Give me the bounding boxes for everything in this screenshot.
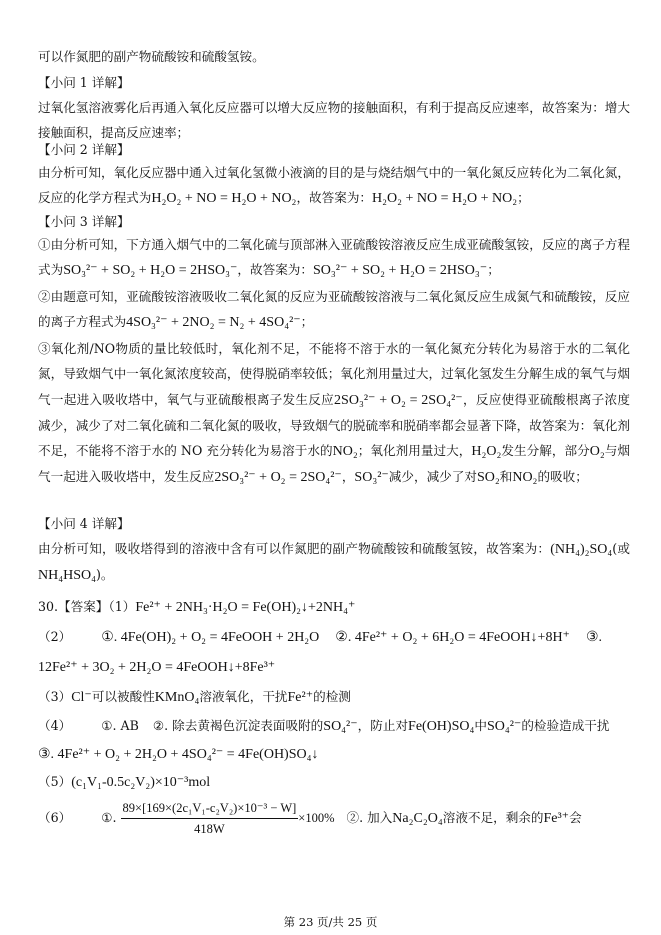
q4-formula: (NH₄)₂SO₄ (550, 542, 613, 557)
q3-p1-text-b: ，故答案为： (237, 262, 313, 277)
q3-p1-equation: SO₃²⁻ + SO₂ + H₂O = 2HSO₃⁻ (63, 263, 238, 278)
q30-label: 30.【答案】 (38, 599, 109, 614)
q30-a3-text-d: 溶液氧化，干扰 (199, 689, 288, 704)
q30-a2-item-3-equation: 12Fe²⁺ + 3O₂ + 2H₂O = 4FeOOH↓+8Fe³⁺ (38, 660, 276, 675)
q30-answer-6 (38, 800, 630, 840)
q30-a1-num: （1） (108, 599, 136, 614)
q1-heading: 【小问 1 详解】 (38, 75, 130, 90)
q30-a3-text-b: 可以被酸性 (91, 689, 155, 704)
q3-p1-text-a: ①由分析可知，下方通入烟气中的二氧化硫与顶部淋入亚硫酸铵溶液反应生成亚硫酸氢铵，反应的离子方程式为 (38, 237, 630, 277)
q30-a4-item-2-c: ，防止对 (357, 718, 409, 733)
q3-p3-so2: SO₂ (476, 470, 500, 486)
q4-formula-2: NH₄HSO₄ (38, 568, 96, 583)
q30-a6-item-2-a: ②. 加入 (346, 810, 393, 825)
q3-p3-o2: O₂ (589, 444, 605, 460)
intro-line: 可以作氮肥的副产物硫酸铵和硫酸氢铵。 (38, 49, 265, 64)
q30-a3-num: （3） (38, 689, 72, 704)
q30-a3-fe2: Fe²⁺ (287, 690, 314, 705)
q30-a4-item-2-a: ②. 除去黄褐色沉淀表面吸附的 (152, 718, 324, 733)
q30-a3-text-f: 的检测 (313, 689, 351, 704)
q30-a6-item-2-e: 会 (569, 810, 582, 825)
q30-answer-1 (38, 597, 630, 617)
q30-a2-item-2: ②. 4Fe²⁺ + O₂ + 6H₂O = 4FeOOH↓+8H⁺ (335, 630, 570, 645)
q2-heading: 【小问 2 详解】 (38, 142, 130, 157)
q30-a6-na2c2o4: Na₂C₂O₄ (392, 811, 443, 826)
q30-a3-cl: Cl⁻ (71, 690, 92, 705)
q3-p3-text-h: 和 (499, 469, 513, 485)
q3-p3-text-e: 与烟气一起进入吸收塔中，发生反应 (38, 443, 631, 485)
q3-p1-end: ； (487, 262, 500, 277)
q1-paragraph: 过氧化氢溶液雾化后再通入氧化反应器可以增大反应物的接触面积，有利于提高反应速率，故答案为：增大接触面积，提高反应速率； (38, 100, 630, 140)
q3-p3-text-i: 的吸收； (537, 469, 588, 485)
q30-a6-fraction-numerator: 89×[169×(2c₁V₁-c₂V₂)×10⁻³ − W] (121, 800, 299, 819)
q3-p3-text-a: ③氧化剂/NO物质的量比较低时，氧化剂不足，不能将不溶于水的一氧化氮充分转化为易溶于水的二氧化氮，导致烟气中一氧化氮浓度较高，使得脱硝率较低；氧化剂用量过大，过氧化氢发生分解生成的氧气与烟气一起进入吸收塔中，氧气与亚硫酸根离子发生反应 (38, 341, 630, 407)
q30-a6-num: （6） (38, 810, 72, 825)
q3-item-2 (38, 284, 630, 335)
q3-p2-end: ； (300, 314, 314, 329)
q30-answer-4 (38, 716, 630, 736)
q3-p3-equation-2: 2SO₃²⁻ + O₂ = 2SO₄²⁻ (214, 470, 342, 486)
q4-text-a: 由分析可知，吸收塔得到的溶液中含有可以作氮肥的副产物硫酸铵和硫酸氢铵，故答案为： (38, 541, 551, 556)
q30-a6-item-1: ①. (101, 810, 117, 825)
q4-heading: 【小问 4 详解】 (38, 516, 130, 531)
q3-p2-text-a: ②由题意可知，亚硫酸铵溶液吸收二氧化氮的反应为亚硫酸铵溶液与二氧化氮反应生成氮气和硫酸铵，反应的离子方程式为 (38, 289, 630, 329)
q30-a6-fe3: Fe³⁺ (543, 811, 570, 826)
q2-equation: H₂O₂ + NO = H₂O + NO₂ (151, 191, 297, 206)
q30-answer-3 (38, 687, 630, 707)
q30-a6-fraction (121, 800, 299, 837)
q30-a4-so4-b: SO₄²⁻ (486, 719, 522, 734)
q30-answer-2-cont (38, 657, 630, 677)
q30-a2-num: （2） (38, 629, 72, 644)
q3-p3-text-b: ，反应使得亚硫酸根离子浓度减少，减少了对二氧化硫和二氧化氮的吸收，导致烟气的脱硫率和脱硝率都会显著下降，故答案为：氧化剂不足，不能将不溶于水的 NO 充分转化为易溶于水的 (38, 391, 631, 459)
q30-a6-fraction-denominator: 418W (194, 822, 225, 836)
q3-p3-text-f: ， (341, 469, 355, 485)
q2-equation-answer: H₂O₂ + NO = H₂O + NO₂ (372, 191, 518, 206)
page-footer: 第 23 页/共 25 页 (283, 915, 378, 929)
q3-p3-text-c: ；氧化剂用量过大， (357, 443, 472, 459)
q3-p3-h2o2: H₂O₂ (471, 444, 502, 460)
q30-a2-item-1: ①. 4Fe(OH)₂ + O₂ = 4FeOOH + 2H₂O (101, 630, 320, 645)
q3-p3-text-d: 发生分解，部分 (501, 443, 590, 459)
q3-p3-no2-b: NO₂ (512, 470, 538, 486)
q30-a6-item-2-c: 溶液不足，剩余的 (442, 810, 544, 825)
q30-a4-item-2-g: 的检验造成干扰 (521, 718, 610, 733)
q3-item-3 (38, 336, 630, 491)
q30-a4-item-2-e: 中 (474, 718, 487, 733)
q30-a4-item-3: ③. 4Fe²⁺ + O₂ + 2H₂O + 4SO₄²⁻ = 4Fe(OH)SO₄↓ (38, 747, 319, 762)
q4-text-c: )。 (96, 567, 114, 582)
q30-a2-item-3: ③. (585, 630, 603, 645)
q4-paragraph (38, 536, 630, 588)
q3-p3-equation: 2SO₃²⁻ + O₂ = 2SO₄²⁻ (334, 392, 463, 408)
q30-a6-fraction-tail: ×100% (298, 811, 335, 825)
document-page (38, 0, 630, 935)
q3-p1-equation-answer: SO₃²⁻ + SO₂ + H₂O = 2HSO₃⁻ (312, 263, 488, 278)
q30-answer-5 (38, 772, 630, 792)
q3-item-1 (38, 232, 630, 283)
q3-heading: 【小问 3 详解】 (38, 214, 130, 229)
q30-a5-equation: (c₁V₁-0.5c₂V₂)×10⁻³mol (71, 775, 211, 790)
q30-a3-kmno4: KMnO₄ (154, 690, 200, 705)
q30-a4-so4: SO₄²⁻ (323, 719, 358, 734)
q4-text-b: (或 (612, 541, 630, 556)
q3-p3-so3: SO₃²⁻ (354, 470, 389, 486)
q3-p2-equation: 4SO₃²⁻ + 2NO₂ = N₂ + 4SO₄²⁻ (126, 315, 301, 330)
q2-text-a: 由分析可知，氧化反应器中通入过氧化氢微小液滴的目的是与烧结烟气中的一氧化氮反应转化为二氧化氮，反应的化学方程式为 (38, 165, 630, 205)
q30-a4-item-1: ①. AB (101, 718, 139, 733)
q2-end: ； (517, 190, 530, 205)
q30-a5-num: （5） (38, 774, 72, 789)
q30-answer-4-cont (38, 744, 630, 764)
q3-p3-text-g: 减少，减少了对 (388, 469, 477, 485)
q30-a4-feohso4: Fe(OH)SO₄ (408, 719, 475, 734)
q2-paragraph (38, 160, 630, 211)
q30-a4-num: （4） (38, 718, 72, 733)
q30-a1-equation: Fe²⁺ + 2NH₃·H₂O = Fe(OH)₂↓+2NH₄⁺ (135, 600, 356, 615)
q30-answer-2 (38, 627, 630, 647)
q3-p3-no2: NO₂ (332, 444, 358, 460)
q2-text-b: ，故答案为： (296, 190, 372, 205)
